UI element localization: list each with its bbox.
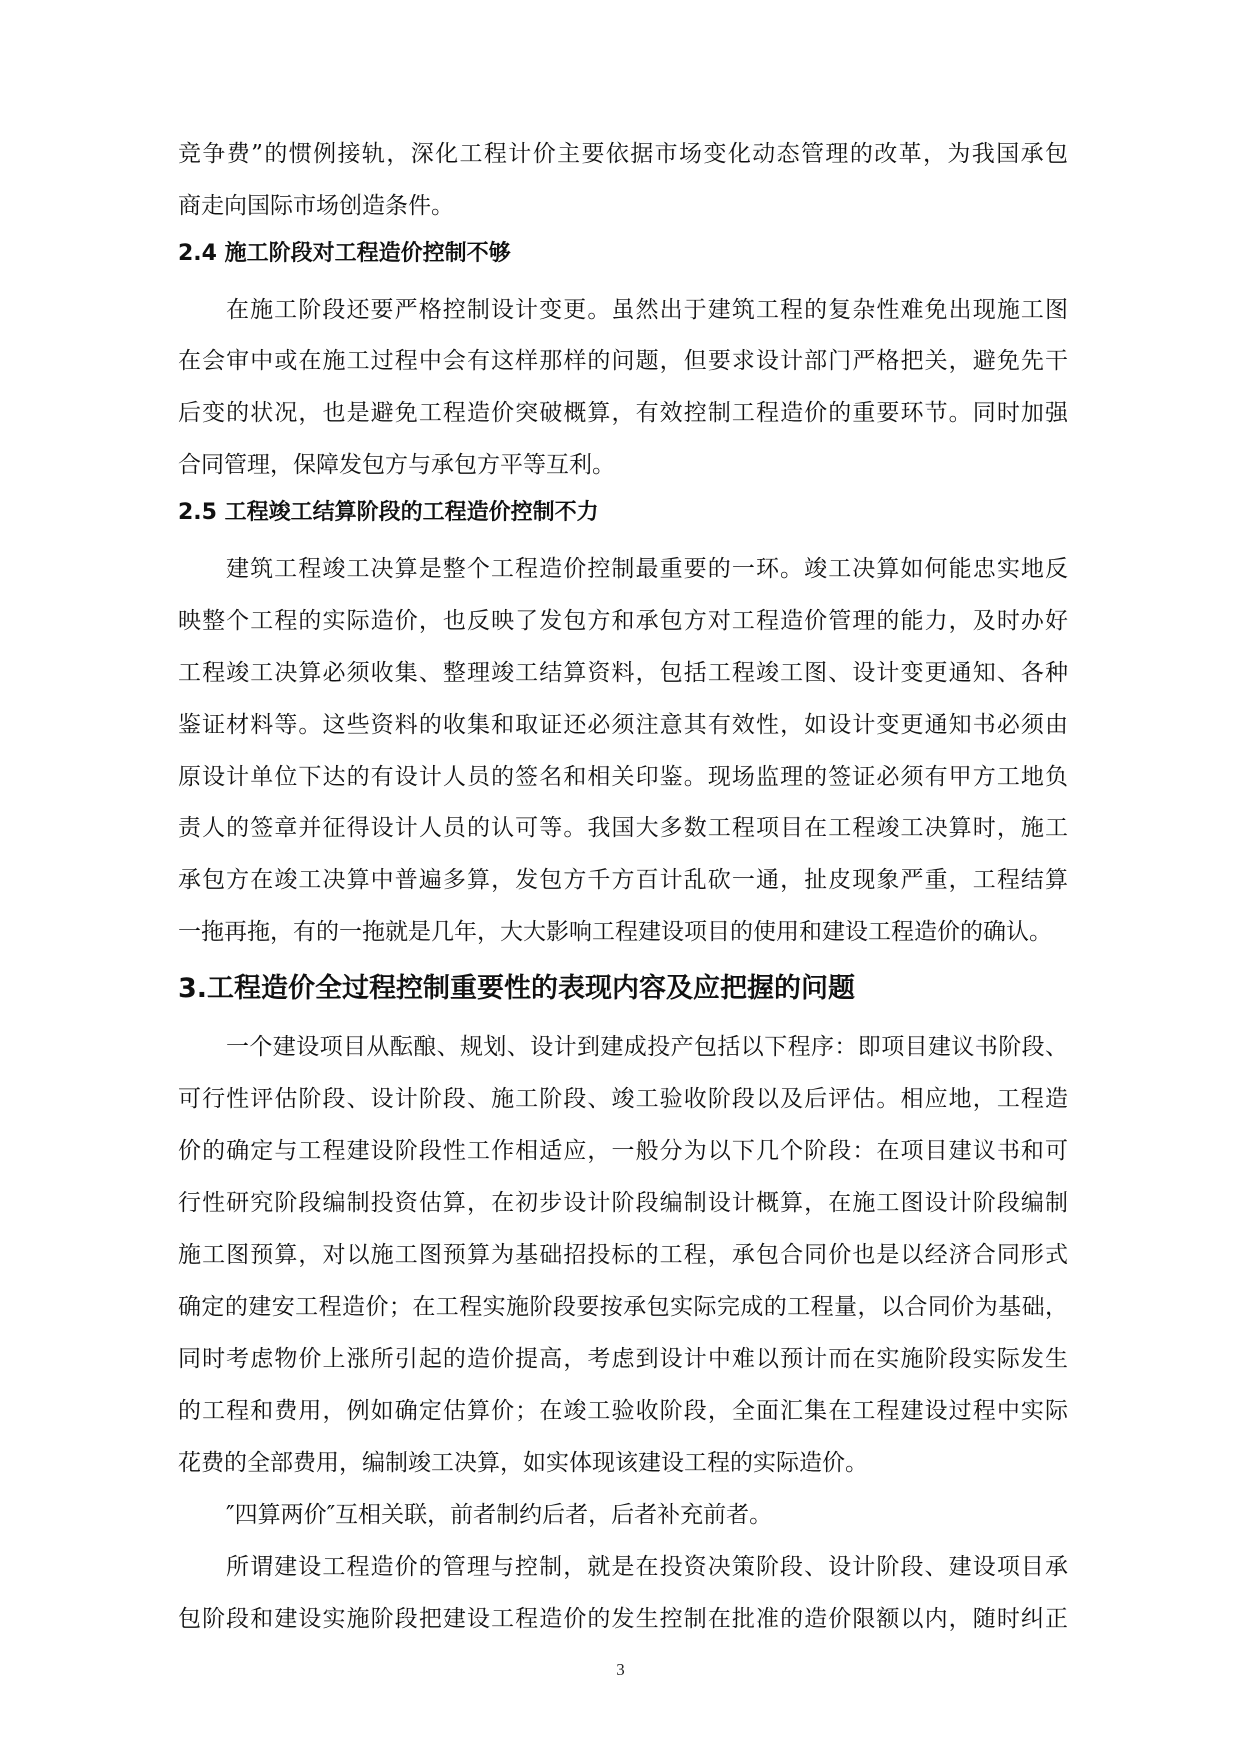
page-number: 3: [616, 1660, 625, 1679]
paragraph-line: 原设计单位下达的有设计人员的签名和相关印鉴。现场监理的签证必须有甲方工地负: [178, 764, 1068, 790]
paragraph-line: 合同管理，保障发包方与承包方平等互利。: [178, 452, 615, 478]
paragraph-line: 价的确定与工程建设阶段性工作相适应，一般分为以下几个阶段：在项目建议书和可: [178, 1138, 1068, 1164]
paragraph-line: 一拖再拖，有的一拖就是几年，大大影响工程建设项目的使用和建设工程造价的确认。: [178, 919, 1052, 945]
paragraph-line: 映整个工程的实际造价，也反映了发包方和承包方对工程造价管理的能力，及时办好: [178, 608, 1068, 634]
paragraph-line: 商走向国际市场创造条件。: [178, 193, 454, 219]
section-heading-2-4: 2.4 施工阶段对工程造价控制不够: [178, 241, 511, 266]
paragraph-line: 鉴证材料等。这些资料的收集和取证还必须注意其有效性，如设计变更通知书必须由: [178, 712, 1068, 738]
paragraph-line: ″四算两价″互相关联，前者制约后者，后者补充前者。: [226, 1502, 773, 1528]
paragraph-line: 同时考虑物价上涨所引起的造价提高，考虑到设计中难以预计而在实施阶段实际发生: [178, 1346, 1068, 1372]
section-heading-3: 3.工程造价全过程控制重要性的表现内容及应把握的问题: [178, 973, 856, 1004]
paragraph-line: 在会审中或在施工过程中会有这样那样的问题，但要求设计部门严格把关，避免先干: [178, 348, 1068, 374]
paragraph-line: 一个建设项目从酝酿、规划、设计到建成投产包括以下程序：即项目建议书阶段、: [226, 1034, 1068, 1060]
paragraph-line: 可行性评估阶段、设计阶段、施工阶段、竣工验收阶段以及后评估。相应地，工程造: [178, 1086, 1068, 1112]
paragraph-line: 后变的状况，也是避免工程造价突破概算，有效控制工程造价的重要环节。同时加强: [178, 400, 1068, 426]
paragraph-line: 建筑工程竣工决算是整个工程造价控制最重要的一环。竣工决算如何能忠实地反: [226, 556, 1068, 582]
paragraph-line: 花费的全部费用，编制竣工决算，如实体现该建设工程的实际造价。: [178, 1450, 868, 1476]
paragraph-line: 在施工阶段还要严格控制设计变更。虽然出于建筑工程的复杂性难免出现施工图: [226, 297, 1068, 323]
paragraph-line: 的工程和费用，例如确定估算价；在竣工验收阶段，全面汇集在工程建设过程中实际: [178, 1398, 1068, 1424]
paragraph-line: 责人的签章并征得设计人员的认可等。我国大多数工程项目在工程竣工决算时，施工: [178, 815, 1068, 841]
paragraph-line: 工程竣工决算必须收集、整理竣工结算资料，包括工程竣工图、设计变更通知、各种: [178, 660, 1068, 686]
paragraph-line: 确定的建安工程造价；在工程实施阶段要按承包实际完成的工程量，以合同价为基础，: [178, 1294, 1068, 1320]
paragraph-line: 施工图预算，对以施工图预算为基础招投标的工程，承包合同价也是以经济合同形式: [178, 1242, 1068, 1268]
paragraph-line: 承包方在竣工决算中普遍多算，发包方千方百计乱砍一通，扯皮现象严重，工程结算: [178, 867, 1068, 893]
paragraph-line: 竞争费”的惯例接轨，深化工程计价主要依据市场变化动态管理的改革，为我国承包: [178, 141, 1068, 167]
paragraph-line: 包阶段和建设实施阶段把建设工程造价的发生控制在批准的造价限额以内，随时纠正: [178, 1606, 1068, 1632]
paragraph-line: 所谓建设工程造价的管理与控制，就是在投资决策阶段、设计阶段、建设项目承: [226, 1554, 1068, 1580]
paragraph-line: 行性研究阶段编制投资估算，在初步设计阶段编制设计概算，在施工图设计阶段编制: [178, 1190, 1068, 1216]
section-heading-2-5: 2.5 工程竣工结算阶段的工程造价控制不力: [178, 500, 599, 525]
